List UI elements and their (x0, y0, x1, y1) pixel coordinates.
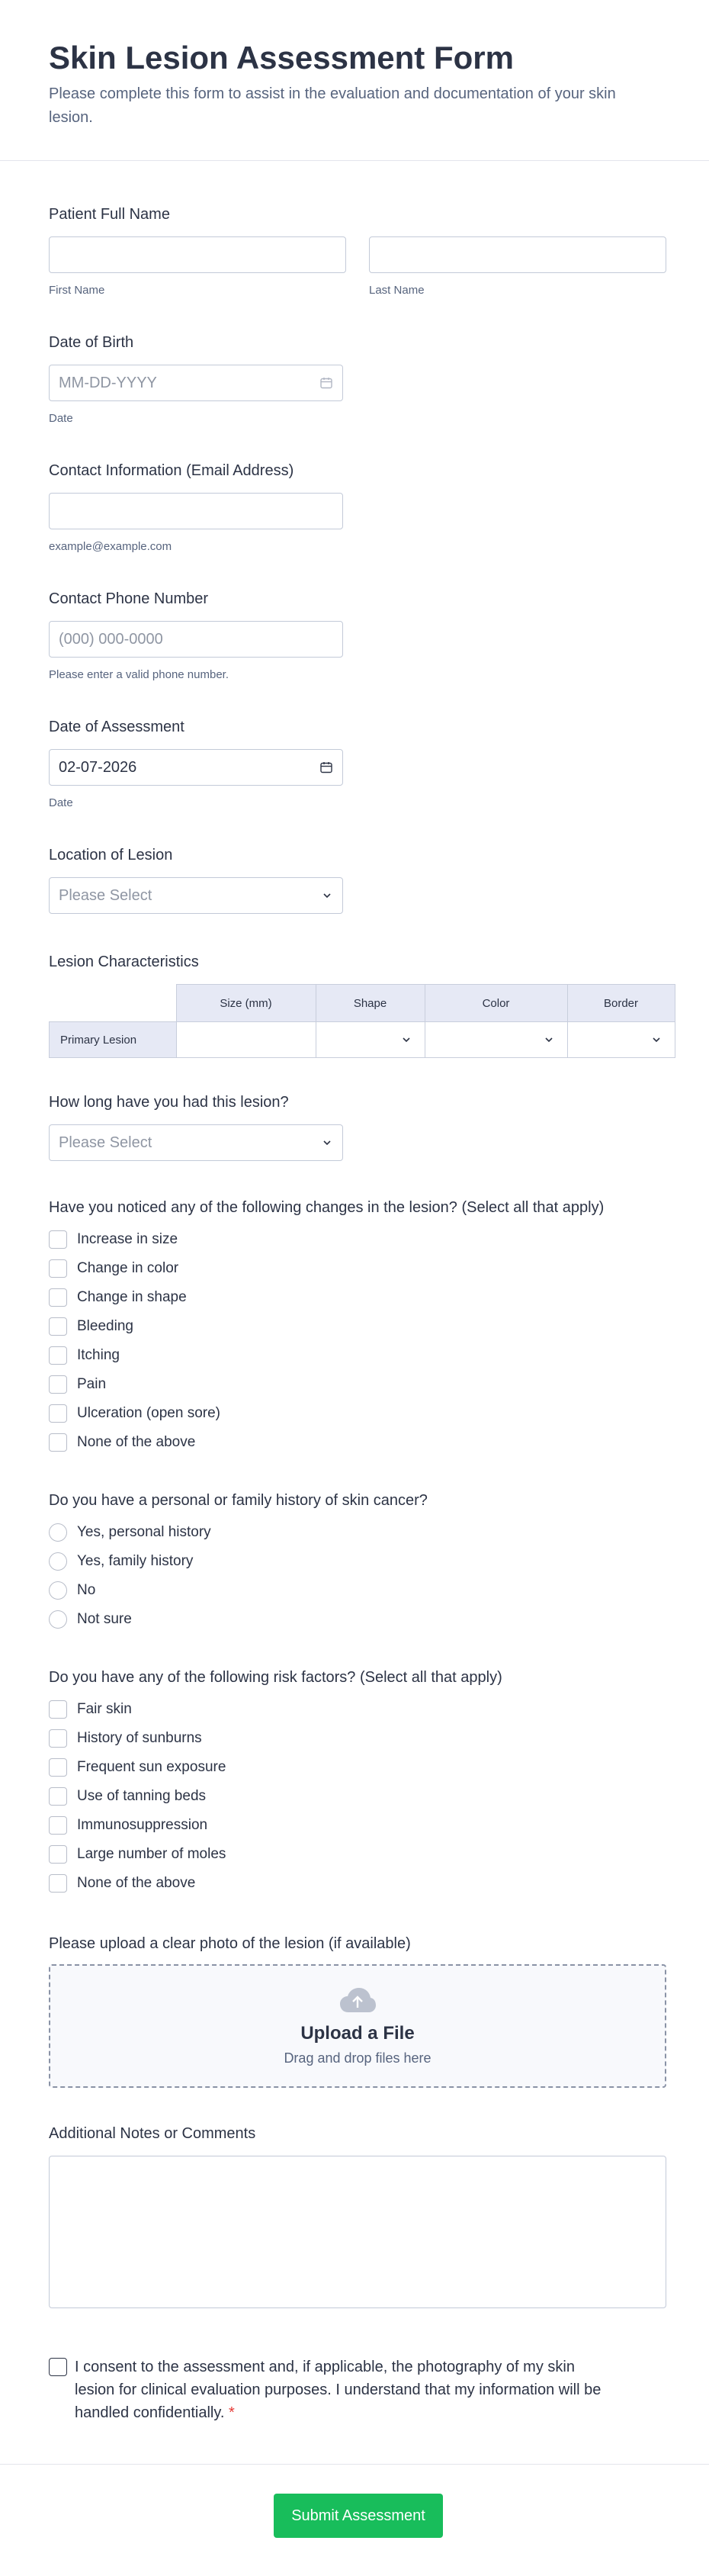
option-label: Not sure (77, 1611, 132, 1627)
email-label: Contact Information (Email Address) (49, 462, 294, 479)
option-label: Yes, personal history (77, 1524, 211, 1540)
phone-input[interactable] (49, 621, 343, 658)
size-input[interactable] (176, 1022, 316, 1058)
characteristics-matrix (49, 984, 675, 1058)
cloud-upload-icon (338, 1986, 377, 2015)
chevron-down-icon (650, 1034, 662, 1046)
email-input[interactable] (49, 493, 343, 529)
email-section (49, 461, 343, 554)
patient-name-section (49, 204, 666, 297)
assessment-date-value: 02-07-2026 (59, 758, 137, 776)
option-label: None of the above (77, 1875, 196, 1891)
option-label: Pain (77, 1376, 107, 1392)
phone-label: Contact Phone Number (49, 590, 209, 607)
checkbox[interactable] (49, 1259, 67, 1278)
location-label: Location of Lesion (49, 847, 173, 863)
changes-option[interactable] (49, 1428, 604, 1457)
dob-label: Date of Birth (49, 334, 134, 351)
form-title: Skin Lesion Assessment Form (49, 40, 514, 76)
checkbox[interactable] (49, 1288, 67, 1307)
option-label: Frequent sun exposure (77, 1759, 226, 1775)
characteristics-label: Lesion Characteristics (49, 954, 199, 970)
risk-option[interactable] (49, 1811, 502, 1840)
changes-option[interactable] (49, 1283, 604, 1312)
assessment-date-label: Date of Assessment (49, 719, 184, 735)
form-subtitle: Please complete this form to assist in the evaluation and documentation of your skin lesion. (49, 85, 616, 126)
location-section (49, 845, 343, 914)
changes-section (49, 1198, 604, 1457)
checkbox[interactable] (49, 1787, 67, 1806)
location-select[interactable] (49, 877, 343, 914)
changes-option[interactable] (49, 1225, 604, 1254)
dob-placeholder: MM-DD-YYYY (59, 374, 157, 391)
checkbox[interactable] (49, 1317, 67, 1336)
dob-sublabel: Date (49, 412, 73, 425)
option-label: Increase in size (77, 1231, 178, 1247)
notes-section (49, 2124, 666, 2308)
changes-label: Have you noticed any of the following changes in the lesion? (Select all that apply) (49, 1199, 605, 1216)
matrix-col-header: Size (mm) (176, 985, 316, 1022)
risk-option[interactable] (49, 1840, 502, 1869)
option-label: Use of tanning beds (77, 1788, 207, 1804)
dob-input[interactable] (49, 365, 343, 401)
chevron-down-icon (321, 1137, 333, 1149)
notes-label: Additional Notes or Comments (49, 2125, 256, 2142)
submit-button[interactable]: Submit Assessment (274, 2494, 443, 2538)
characteristics-section (49, 952, 675, 1058)
radio[interactable] (49, 1610, 67, 1629)
email-sublabel: example@example.com (49, 540, 172, 553)
matrix-col-header: Shape (316, 985, 425, 1022)
consent-section (49, 2356, 605, 2424)
first-name-input[interactable] (49, 236, 346, 273)
shape-select[interactable] (316, 1022, 425, 1058)
option-label: Change in shape (77, 1289, 187, 1305)
risk-option[interactable] (49, 1695, 502, 1724)
matrix-corner (50, 985, 177, 1022)
history-section (49, 1491, 428, 1634)
history-option[interactable] (49, 1605, 428, 1634)
changes-option[interactable] (49, 1370, 604, 1399)
changes-option[interactable] (49, 1312, 604, 1341)
consent-text (75, 2356, 605, 2424)
calendar-icon[interactable] (319, 376, 333, 390)
risk-option[interactable] (49, 1782, 502, 1811)
calendar-icon[interactable] (319, 761, 333, 774)
required-mark: * (229, 2404, 235, 2421)
option-label: Bleeding (77, 1318, 133, 1334)
checkbox[interactable] (49, 1874, 67, 1893)
assessment-date-sublabel: Date (49, 796, 73, 809)
assessment-date-section (49, 717, 343, 810)
risk-option[interactable] (49, 1753, 502, 1782)
consent-statement: I consent to the assessment and, if applicable, the photography of my skin lesion for clinical evaluation purposes. I understand that my information will be handled confidentially. (75, 2359, 602, 2421)
changes-option[interactable] (49, 1254, 604, 1283)
phone-sublabel: Please enter a valid phone number. (49, 668, 229, 681)
risk-option[interactable] (49, 1724, 502, 1753)
risk-section (49, 1667, 502, 1898)
checkbox[interactable] (49, 1845, 67, 1864)
checkbox[interactable] (49, 1433, 67, 1452)
matrix-col-header: Color (425, 985, 567, 1022)
upload-label: Please upload a clear photo of the lesion (if available) (49, 1935, 411, 1952)
location-placeholder: Please Select (59, 886, 152, 904)
phone-section (49, 589, 343, 682)
changes-option[interactable] (49, 1341, 604, 1370)
duration-placeholder: Please Select (59, 1134, 152, 1151)
option-label: Ulceration (open sore) (77, 1405, 220, 1421)
history-option[interactable] (49, 1518, 428, 1547)
matrix-row-label: Primary Lesion (50, 1022, 177, 1058)
form-header (0, 0, 709, 161)
form-footer (0, 2464, 709, 2576)
radio[interactable] (49, 1581, 67, 1600)
notes-textarea[interactable] (49, 2156, 666, 2308)
upload-dropzone[interactable] (49, 1964, 666, 2088)
checkbox[interactable] (49, 1404, 67, 1423)
option-label: No (77, 1582, 96, 1598)
color-select[interactable] (425, 1022, 567, 1058)
last-name-sublabel: Last Name (369, 284, 425, 297)
history-option[interactable] (49, 1547, 428, 1576)
checkbox[interactable] (49, 1346, 67, 1365)
checkbox[interactable] (49, 1375, 67, 1394)
risk-option[interactable] (49, 1869, 502, 1898)
option-label: Immunosuppression (77, 1817, 208, 1833)
radio[interactable] (49, 1552, 67, 1571)
radio[interactable] (49, 1523, 67, 1542)
chevron-down-icon (543, 1034, 555, 1046)
checkbox[interactable] (49, 1700, 67, 1719)
chevron-down-icon (321, 889, 333, 902)
chevron-down-icon (400, 1034, 412, 1046)
history-label: Do you have a personal or family history of skin cancer? (49, 1492, 428, 1509)
duration-select[interactable] (49, 1124, 343, 1161)
option-label: None of the above (77, 1434, 196, 1450)
first-name-sublabel: First Name (49, 284, 105, 297)
consent-checkbox[interactable] (49, 2358, 67, 2376)
upload-title: Upload a File (300, 2022, 415, 2044)
upload-hint: Drag and drop files here (284, 2050, 431, 2066)
patient-name-label: Patient Full Name (49, 206, 170, 223)
duration-section (49, 1092, 343, 1161)
checkbox[interactable] (49, 1729, 67, 1748)
last-name-input[interactable] (369, 236, 666, 273)
option-label: Change in color (77, 1260, 179, 1276)
phone-placeholder: (000) 000-0000 (59, 630, 163, 648)
dob-section (49, 333, 343, 426)
option-label: Yes, family history (77, 1553, 194, 1569)
upload-section (49, 1934, 666, 2088)
history-option[interactable] (49, 1576, 428, 1605)
option-label: Fair skin (77, 1701, 132, 1717)
option-label: History of sunburns (77, 1730, 202, 1746)
consent-row[interactable] (49, 2356, 605, 2424)
option-label: Large number of moles (77, 1846, 226, 1862)
duration-label: How long have you had this lesion? (49, 1094, 289, 1111)
changes-option[interactable] (49, 1399, 604, 1428)
matrix-col-header: Border (567, 985, 675, 1022)
checkbox[interactable] (49, 1758, 67, 1777)
checkbox[interactable] (49, 1816, 67, 1835)
border-select[interactable] (567, 1022, 675, 1058)
risk-label: Do you have any of the following risk factors? (Select all that apply) (49, 1669, 502, 1686)
checkbox[interactable] (49, 1230, 67, 1249)
option-label: Itching (77, 1347, 120, 1363)
assessment-date-input[interactable] (49, 749, 343, 786)
